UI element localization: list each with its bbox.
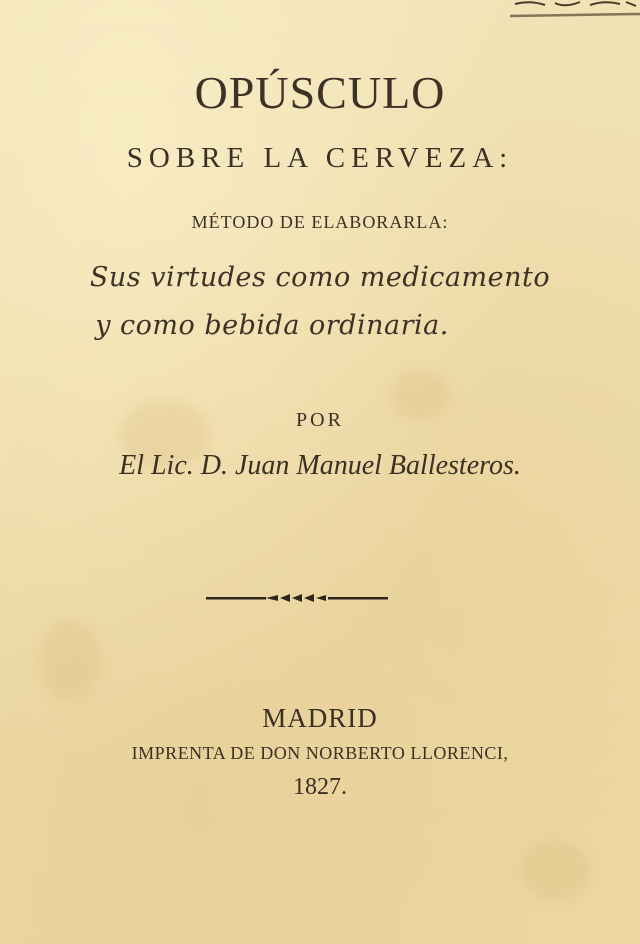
paper-stain	[40, 620, 100, 700]
method-line: MÉTODO DE ELABORARLA:	[191, 212, 449, 232]
imprint-printer: IMPRENTA DE DON NORBERTO LLORENCI,	[131, 743, 509, 763]
by-label: POR	[296, 409, 344, 431]
virtues-line-1: Sus virtudes como medicamento	[89, 262, 551, 293]
imprint-city: MADRID	[262, 703, 378, 733]
imprint-year: 1827.	[293, 774, 347, 800]
handwritten-shelfmark-icon	[510, 0, 640, 22]
virtues-line-2: y como bebida ordinaria.	[95, 310, 449, 341]
paper-stain	[520, 840, 590, 900]
book-title: OPÚSCULO	[194, 67, 446, 118]
book-subtitle: SOBRE LA CERVEZA:	[126, 142, 514, 174]
divider-ornament-icon	[206, 592, 388, 604]
author-name: El Lic. D. Juan Manuel Ballesteros.	[119, 450, 521, 481]
